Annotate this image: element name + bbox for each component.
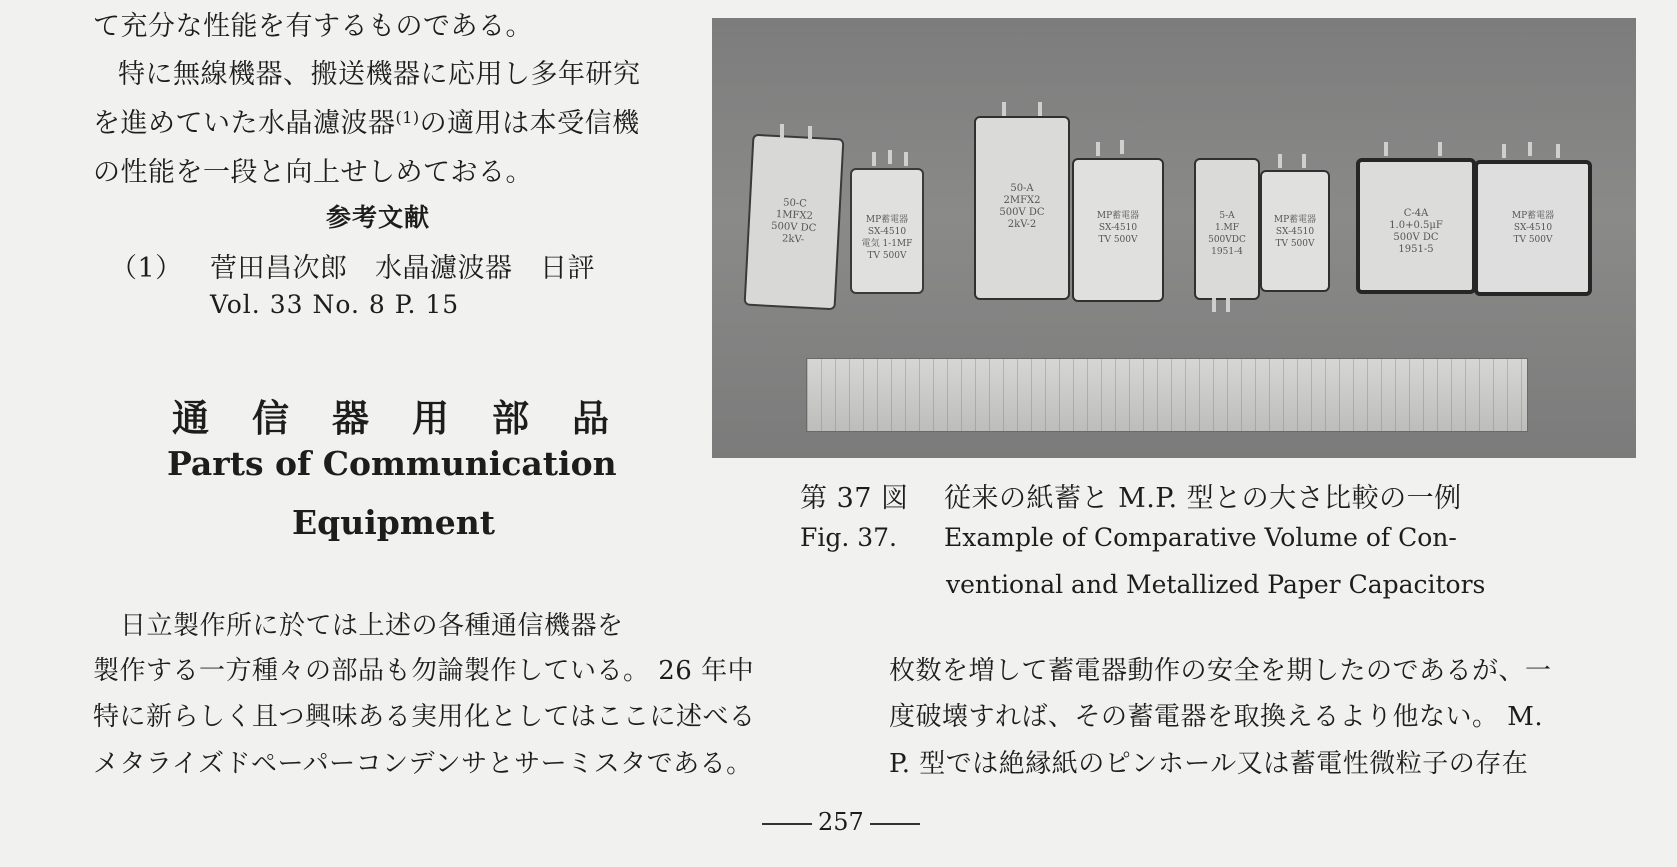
caption-en: ventional and Metallized Paper Capacitors (946, 570, 1486, 599)
reference-volume: Vol. 33 No. 8 P. 15 (210, 290, 460, 319)
terminal (888, 150, 892, 164)
terminal (1502, 144, 1506, 158)
mp-capacitor (1072, 158, 1164, 302)
section-title-jp: 通 信 器 用 部 品 (172, 396, 612, 440)
conventional-capacitor (1356, 158, 1476, 294)
caption-en: Example of Comparative Volume of Con- (944, 523, 1457, 552)
page-rule (762, 823, 812, 825)
mp-capacitor (1260, 170, 1330, 292)
caption-jp: 従来の紙蓄と M.P. 型との大さ比較の一例 (944, 483, 1462, 514)
terminal (1528, 142, 1532, 156)
conventional-capacitor (1194, 158, 1260, 300)
terminal (808, 126, 812, 140)
capacitor-label: 50-A 2MFX2 500V DC 2kV-2 (999, 182, 1045, 230)
terminal (904, 152, 908, 166)
terminal (1120, 140, 1124, 154)
text-line: て充分な性能を有するものである。 (93, 11, 533, 42)
body-line: 特に新らしく且つ興味ある実用化としてはここに述べる (93, 702, 756, 732)
body-line: 度破壊すれば、その蓄電器を取換えるより他ない。 M. (889, 702, 1544, 732)
caption-number-en: Fig. 37. (800, 523, 897, 552)
terminal (780, 124, 784, 138)
page-number-text: 257 (818, 808, 864, 836)
reference-text: 菅田昌次郎 水晶濾波器 日評 (210, 253, 595, 284)
capacitor-label: MP蓄電器 SX-4510 電気 1-1MF TV 500V (861, 214, 913, 261)
section-title-en: Parts of Communication (167, 444, 617, 483)
capacitor-label: 50-C 1MFX2 500V DC 2kV- (770, 197, 817, 247)
body-line: メタライズドペーパーコンデンサとサーミスタである。 (93, 749, 753, 779)
terminal (1212, 298, 1216, 312)
conventional-capacitor (744, 134, 845, 311)
terminal (1438, 142, 1442, 156)
terminal (1384, 142, 1388, 156)
reference-number: （1） (110, 253, 183, 284)
text-line (93, 101, 640, 140)
capacitor-label: MP蓄電器 SX-4510 TV 500V (1096, 211, 1140, 246)
references-heading: 参考文献 (326, 203, 431, 232)
capacitor-photo (712, 18, 1636, 458)
body-line: 製作する一方種々の部品も勿論製作している。 26 年中 (93, 656, 755, 686)
section-title-en: Equipment (292, 503, 495, 542)
caption-number-jp: 第 37 図 (800, 483, 909, 514)
text-line: の性能を一段と向上せしめておる。 (93, 157, 533, 188)
footnote-marker: (1) (395, 108, 420, 127)
capacitor-label: 5-A 1.MF 500VDC 1951-4 (1208, 210, 1246, 257)
page-rule (870, 823, 920, 825)
terminal (1226, 298, 1230, 312)
page-number (762, 808, 920, 836)
text-line: 特に無線機器、搬送機器に応用し多年研究 (118, 59, 641, 90)
body-line: 日立製作所に於ては上述の各種通信機器を (120, 611, 624, 641)
ruler (806, 358, 1528, 432)
body-line: 枚数を増して蓄電器動作の安全を期したのであるが、一 (889, 656, 1552, 686)
mp-capacitor (1474, 160, 1592, 296)
capacitor-label: MP蓄電器 SX-4510 TV 500V (1511, 211, 1555, 246)
terminal (1278, 154, 1282, 168)
body-line: P. 型では絶縁紙のピンホール又は蓄電性微粒子の存在 (889, 749, 1529, 779)
terminal (872, 152, 876, 166)
terminal (1556, 144, 1560, 158)
mp-capacitor (850, 168, 924, 294)
conventional-capacitor (974, 116, 1070, 300)
terminal (1096, 142, 1100, 156)
text-fragment: を進めていた水晶濾波器 (93, 108, 396, 139)
text-fragment: の適用は本受信機 (419, 108, 640, 139)
terminal (1038, 102, 1042, 116)
terminal (1002, 102, 1006, 116)
capacitor-label: MP蓄電器 SX-4510 TV 500V (1273, 215, 1317, 250)
ruler-ticks (807, 359, 1527, 431)
terminal (1302, 154, 1306, 168)
capacitor-label: C-4A 1.0+0.5μF 500V DC 1951-5 (1389, 208, 1443, 256)
